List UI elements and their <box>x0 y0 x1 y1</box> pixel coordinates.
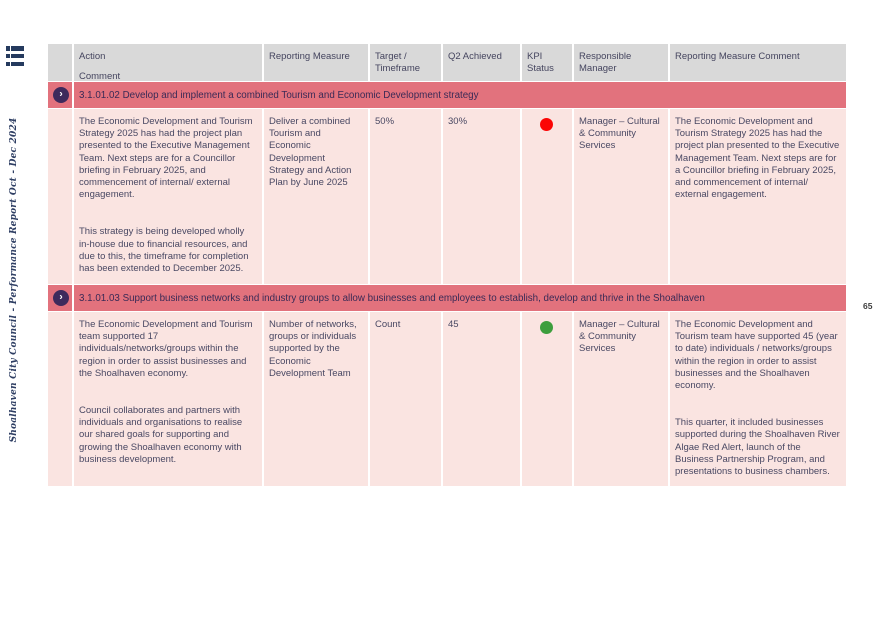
reporting-measure-comment-cell <box>670 109 846 284</box>
page-number: 65 <box>863 301 873 311</box>
header-icon-spacer <box>48 44 74 81</box>
chevron-right-icon[interactable]: › <box>53 87 69 103</box>
kpi-status-red-icon <box>540 118 553 131</box>
header-action-comment <box>74 44 264 81</box>
list-icon[interactable] <box>6 46 24 66</box>
action-comment-paragraph: Council collaborates and partners with individuals and organisations to realise our shared goals for supporting and growing the Shoalhaven economy with business development. <box>79 405 243 465</box>
reporting-measure-cell: Number of networks, groups or individuals supported by the Economic Development Team <box>264 312 370 486</box>
reporting-measure-comment-cell <box>670 312 846 486</box>
performance-table <box>48 44 846 487</box>
section-band <box>48 82 846 108</box>
table-row <box>48 109 846 284</box>
kpi-status-cell <box>522 312 574 486</box>
section-band-label: 3.1.01.03 Support business networks and industry groups to allow businesses and employees to establish, develop and thrive in the Shoalhaven <box>74 285 846 311</box>
action-comment-paragraph: This strategy is being developed wholly in-house due to financial resources, and due to this, the timeframe for completion has been extended to December 2025. <box>79 226 249 275</box>
header-action-label: Action <box>79 51 106 62</box>
chevron-right-icon[interactable]: › <box>53 290 69 306</box>
responsible-manager-cell: Manager – Cultural & Community Services <box>574 109 670 284</box>
measure-comment-paragraph: The Economic Development and Tourism Strategy 2025 has had the project plan presented to the Executive Management Team. Next steps are for a Councillor briefing in February 2025, and commencement of internal/ external engagement. <box>675 116 840 201</box>
header-responsible-manager: Responsible Manager <box>574 44 670 81</box>
action-comment-paragraph: The Economic Development and Tourism Strategy 2025 has had the project plan presented to the Executive Management Team. Next steps are for a Councillor briefing in February 2025, and commencement of internal/ external engagement. <box>79 116 253 201</box>
action-comment-cell <box>74 109 264 284</box>
action-comment-paragraph: The Economic Development and Tourism team supported 17 individuals/networks/groups within the region in order to assist businesses and the Shoalhaven economy. <box>79 319 253 379</box>
measure-comment-paragraph: This quarter, it included businesses supported during the Shoalhaven River Algae Red Alert, launch of the Business Partnership Program, and presentations to business chambers. <box>675 417 840 478</box>
q2-achieved-cell: 30% <box>443 109 522 284</box>
section-band-icon-cell <box>48 82 74 108</box>
header-reporting-measure: Reporting Measure <box>264 44 370 81</box>
measure-comment-paragraph: The Economic Development and Tourism team have supported 45 (year to date) individuals / networks/groups within the region in order to assist businesses and the Shoalhaven economy. <box>675 319 838 392</box>
table-row <box>48 312 846 486</box>
target-timeframe-cell: Count <box>370 312 443 486</box>
row-icon-spacer <box>48 109 74 284</box>
list-icon-row <box>6 54 24 59</box>
q2-achieved-cell: 45 <box>443 312 522 486</box>
responsible-manager-cell: Manager – Cultural & Community Services <box>574 312 670 486</box>
action-comment-cell <box>74 312 264 486</box>
sidebar-report-title: Shoalhaven City Council - Performance Report Oct - Dec 2024 <box>9 117 19 443</box>
row-icon-spacer <box>48 312 74 486</box>
header-comment-label: Comment <box>79 71 121 81</box>
table-header-row <box>48 44 846 81</box>
list-icon-row <box>6 62 24 67</box>
kpi-status-cell <box>522 109 574 284</box>
kpi-status-green-icon <box>540 321 553 334</box>
section-band-label: 3.1.01.02 Develop and implement a combined Tourism and Economic Development strategy <box>74 82 846 108</box>
list-icon-row <box>6 46 24 51</box>
header-reporting-measure-comment: Reporting Measure Comment <box>670 44 846 81</box>
target-timeframe-cell: 50% <box>370 109 443 284</box>
section-band-icon-cell <box>48 285 74 311</box>
header-target-timeframe: Target / Timeframe <box>370 44 443 81</box>
reporting-measure-cell: Deliver a combined Tourism and Economic Development Strategy and Action Plan by June 2025 <box>264 109 370 284</box>
header-q2-achieved: Q2 Achieved <box>443 44 522 81</box>
section-band <box>48 285 846 311</box>
header-kpi-status: KPI Status <box>522 44 574 81</box>
